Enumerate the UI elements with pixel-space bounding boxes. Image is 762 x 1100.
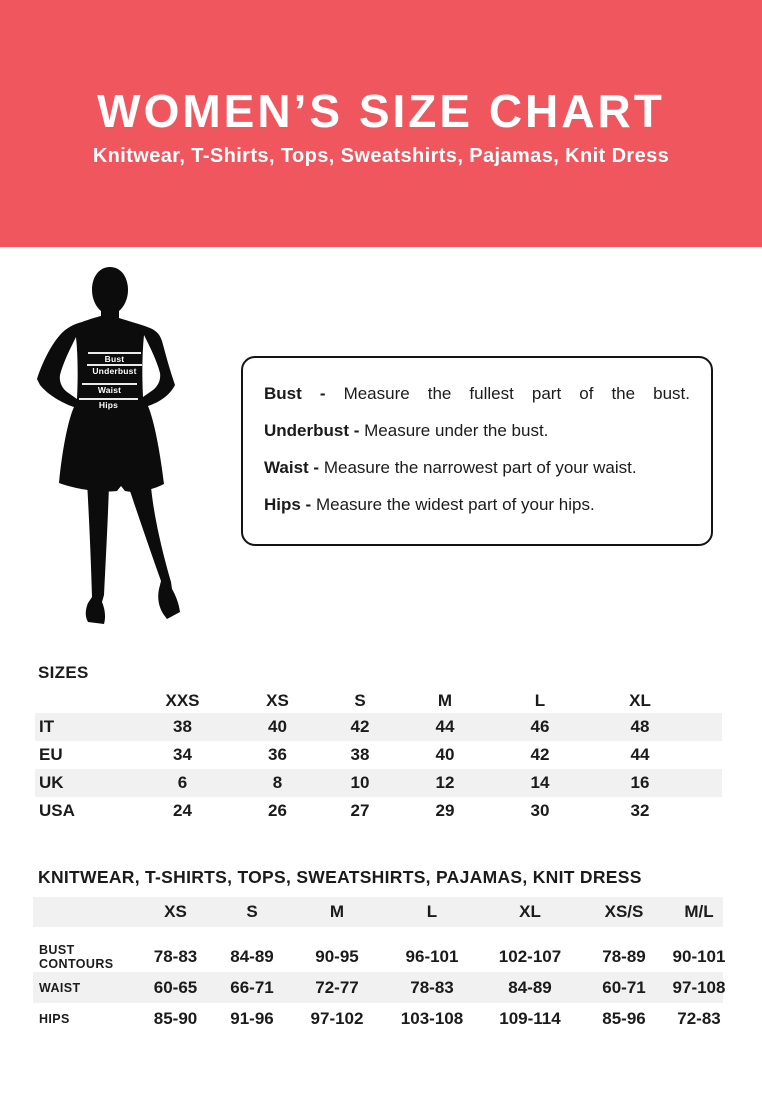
table-cell: 44 [435,717,455,736]
table-cell: 12 [435,773,455,792]
table-cell: 44 [630,745,650,764]
table-cell: 78-83 [153,946,198,966]
sizes-table [35,688,722,825]
column-header: XXS [165,690,200,710]
header-banner [0,0,762,247]
table-cell: 84-89 [508,977,552,997]
garment-row-hips [33,1003,723,1034]
table-cell: 97-102 [310,1008,364,1028]
sizes-row-it [35,713,722,741]
table-cell: 32 [630,801,650,820]
table-cell: 46 [530,717,550,736]
column-header: XL [519,902,541,921]
column-header: XL [629,690,651,710]
bust-label: Bust [104,354,125,364]
table-cell: 48 [630,717,650,736]
column-header: XS/S [604,902,644,921]
body-measurement-figure [30,255,250,645]
table-cell: 102-107 [498,946,562,966]
garment-row-waist [33,972,726,1003]
table-cell: 29 [435,801,455,820]
table-cell: 30 [530,801,550,820]
garment-row-bust-contours [33,941,726,972]
table-cell: 10 [350,773,370,792]
table-cell: 78-89 [602,946,646,966]
row-label: IT [39,717,55,736]
waist-term: Waist - [264,458,320,477]
table-cell: 14 [530,773,550,792]
table-cell: 26 [268,801,287,820]
column-header: M/L [684,902,714,921]
garment-table-heading: KNITWEAR, T-SHIRTS, TOPS, SWEATSHIRTS, PAJAMAS, KNIT DRESS [38,867,642,887]
table-cell: 66-71 [230,977,274,997]
table-cell: 42 [350,717,370,736]
table-cell: 42 [530,745,550,764]
garment-header-row [33,897,723,927]
table-cell: 38 [350,745,370,764]
table-cell: 91-96 [230,1008,274,1028]
column-header: XS [266,690,289,710]
table-cell: 103-108 [400,1008,464,1028]
underbust-label: Underbust [92,366,137,376]
table-cell: 90-95 [315,946,359,966]
page-subtitle: Knitwear, T-Shirts, Tops, Sweatshirts, Pajamas, Knit Dress [92,145,670,167]
column-header: M [329,902,345,921]
waist-label: Waist [97,385,122,395]
table-cell: 24 [173,801,192,820]
bust-desc: Measure the fullest part of the bust. [343,384,690,403]
sizes-row-uk [35,769,722,797]
table-cell: 40 [268,717,287,736]
table-cell: 85-96 [602,1008,646,1028]
column-header: S [354,690,366,710]
measurement-definitions-box [241,356,713,546]
table-cell: 97-108 [672,977,726,997]
table-cell: 8 [272,773,283,792]
table-cell: 6 [177,773,188,792]
garment-table [33,897,726,1034]
column-header: S [246,902,258,921]
table-cell: 85-90 [153,1008,198,1028]
column-header: M [437,690,453,710]
row-label: HIPS [39,1011,70,1026]
waist-desc: Measure the narrowest part of your waist. [323,458,637,477]
table-cell: 34 [173,745,192,764]
underbust-term: Underbust - [264,421,360,440]
table-cell: 109-114 [499,1008,561,1028]
table-cell: 60-65 [153,977,198,997]
bust-definition [264,383,690,404]
sizes-heading: SIZES [38,663,89,682]
row-label: BUST CONTOURS [39,942,114,971]
sizes-row-eu [35,741,722,769]
row-label: UK [39,773,64,792]
row-label: EU [39,745,63,764]
waist-definition [264,457,690,478]
underbust-desc: Measure under the bust. [364,421,549,440]
sizes-row-usa [35,797,722,825]
table-cell: 38 [173,717,192,736]
table-cell: 40 [435,745,455,764]
sizes-header-row [35,688,722,713]
underbust-definition [264,420,690,441]
column-header: L [426,902,438,921]
hips-term: Hips - [264,495,312,514]
woman-silhouette-icon [30,255,250,645]
table-cell: 60-71 [602,977,646,997]
row-label: USA [39,801,75,820]
hips-label: Hips [98,400,119,410]
row-label: WAIST [39,980,81,995]
table-cell: 96-101 [405,946,459,966]
table-cell: 36 [268,745,287,764]
table-cell: 78-83 [410,977,454,997]
page-title: WOMEN’S SIZE CHART [97,85,665,137]
table-cell: 84-89 [230,946,274,966]
table-cell: 27 [350,801,370,820]
table-cell: 90-101 [672,946,726,966]
table-cell: 16 [630,773,650,792]
table-cell: 72-77 [315,977,359,997]
column-header: L [534,690,546,710]
column-header: XS [164,902,187,921]
hips-definition [264,494,690,515]
bust-term: Bust - [264,384,326,403]
hips-desc: Measure the widest part of your hips. [315,495,595,514]
table-cell: 72-83 [677,1008,721,1028]
